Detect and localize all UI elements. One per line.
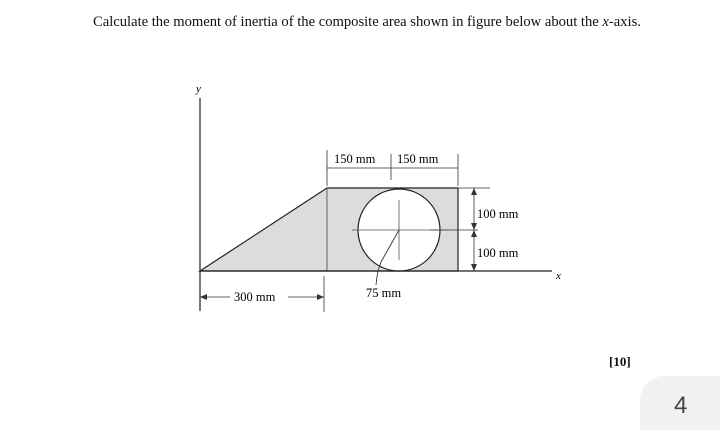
- question-x-variable: x: [602, 14, 609, 30]
- dim-right-lower-label: 100 mm: [477, 246, 519, 260]
- dim-radius-label: 75 mm: [366, 286, 402, 300]
- question-text-before: Calculate the moment of inertia of the composite area shown in figure below about the: [93, 14, 603, 30]
- dim-right-upper-label: 100 mm: [477, 207, 519, 221]
- dim-bottom-arrow-right: [317, 294, 324, 300]
- y-axis-label: y: [196, 83, 201, 95]
- dim-right-arrow-bottom: [471, 264, 477, 271]
- marks-label: [10]: [609, 354, 631, 369]
- dim-top-left-label: 150 mm: [334, 152, 376, 166]
- dim-right-arrow-mid-down: [471, 230, 477, 237]
- question-text-after: -axis.: [608, 14, 641, 30]
- dim-bottom-arrow-left: [200, 294, 207, 300]
- dim-bottom-label: 300 mm: [234, 290, 276, 304]
- dim-right-arrow-mid-up: [471, 223, 477, 230]
- x-axis-label: x: [556, 270, 561, 282]
- page-number: 4: [674, 392, 688, 419]
- dim-right-arrow-top: [471, 188, 477, 195]
- dim-top-right-label: 150 mm: [397, 152, 439, 166]
